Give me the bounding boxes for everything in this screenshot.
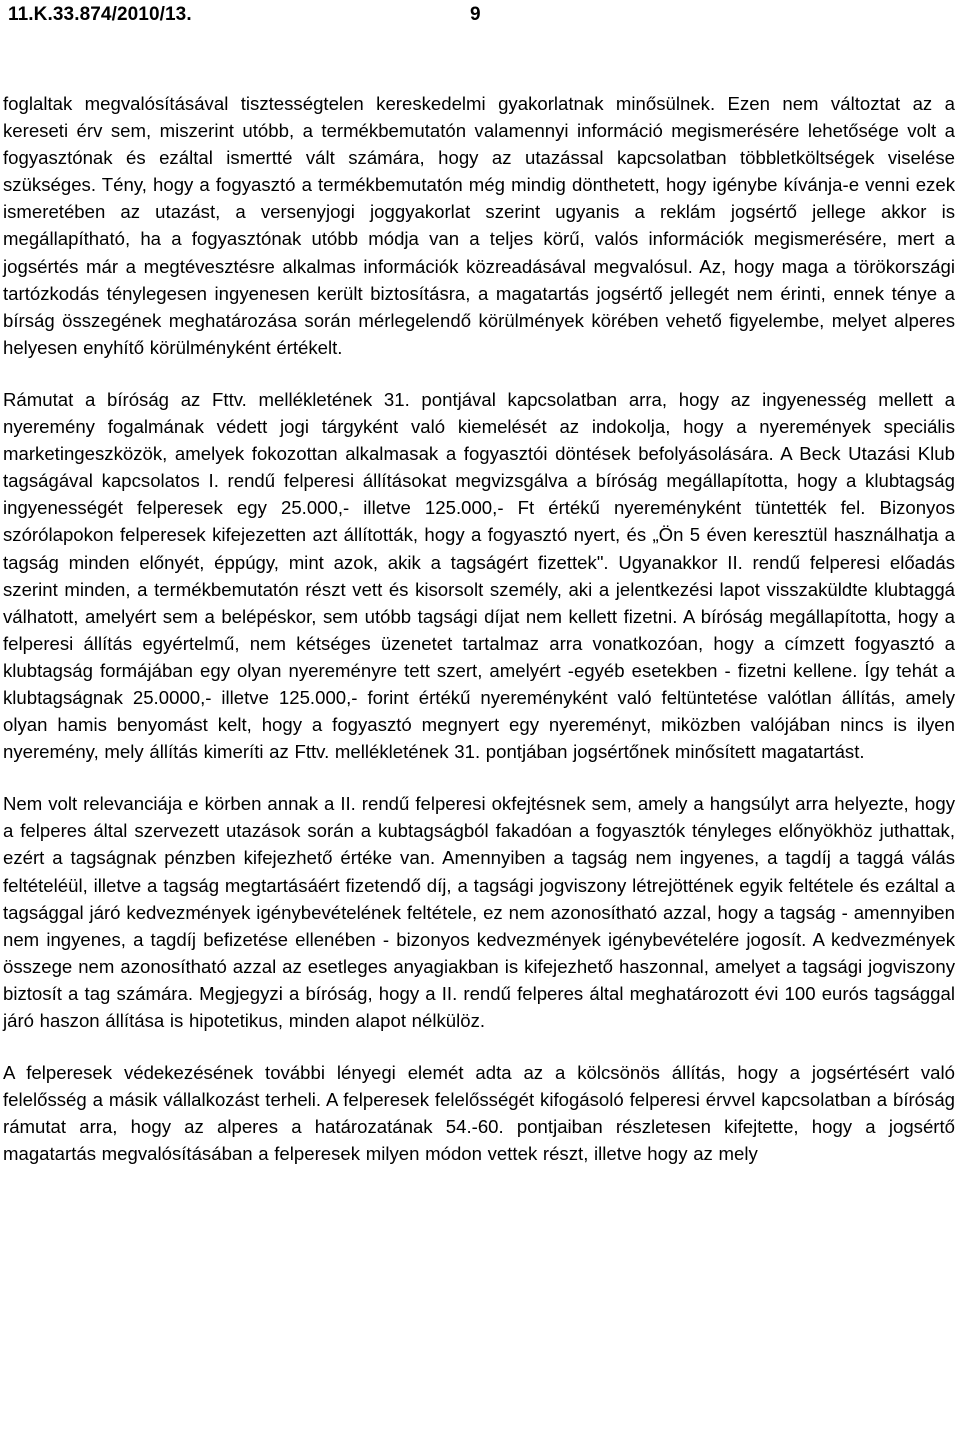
document-number: 11.K.33.874/2010/13. [8, 4, 192, 25]
page-header [8, 4, 952, 34]
body-text [3, 90, 955, 1192]
paragraph-1: foglaltak megvalósításával tisztességtelen kereskedelmi gyakorlatnak minősülnek. Ezen nem változtat az a kereseti érv sem, miszerint utóbb, a termékbemutatón valamennyi információ megismerésére lehetősége volt a fogyasztónak és ezáltal ismertté vált számára, hogy az utazással kapcsolatban többletköltségek viselése szükséges. Tény, hogy a fogyasztó a termékbemutatón még mindig dönthetett, hogy igénybe kívánja-e venni ezek ismeretében az utazást, a versenyjogi joggyakorlat szerint ugyanis a reklám jogsértő jellege akkor is megállapítható, ha a fogyasztónak utóbb módja van a teljes körű, valós információk megismerésére, mert a jogsértés már a megtévesztésre alkalmas információk közreadásával megvalósul. Az, hogy maga a törökországi tartózkodás ténylegesen ingyenesen került biztosításra, a magatartás jogsértő jellegét nem érinti, ennek ténye a bírság összegének meghatározása során mérlegelendő körülmények körében vehető figyelembe, melyet alperes helyesen enyhítő körülményként értékelt. [3, 93, 955, 358]
paragraph-3: Nem volt relevanciája e körben annak a II. rendű felperesi okfejtésnek sem, amely a hangsúlyt arra helyezte, hogy a felperes által szervezett utazások során a kubtagságból fakadóan a fogyasztók tényleges előnyökhöz juthattak, ezért a tagságnak pénzben kifejezhető értéke van. Amennyiben a tagság nem ingyenes, a tagdíj a taggá válás feltételéül, illetve a tagság megtartásáért fizetendő díj, a tagsági jogviszony létrejöttének egyik feltétele és ezáltal a tagsággal járó kedvezmények igénybevételének feltétele, ez nem azonosítható azzal, hogy a tagság - amennyiben nem ingyenes, a tagdíj befizetése ellenében - bizonyos kedvezmények igénybevételére jogosít. A kedvezmények összege nem azonosítható azzal az esetleges anyagiakban is kifejezhető haszonnal, amelyet a tagsági jogviszony biztosít a tag számára. Megjegyzi a bíróság, hogy a II. rendű felperes által meghatározott évi 100 eurós tagsággal járó haszon állítása is hipotetikus, minden alapot nélkülöz. [3, 793, 955, 1031]
paragraph-2: Rámutat a bíróság az Fttv. mellékletének 31. pontjával kapcsolatban arra, hogy az ingyenesség mellett a nyeremény fogalmának védett jogi tárgyként való kiemelését az indokolja, hogy a nyeremények speciális marketingeszközök, amelyek fokozottan alkalmasak a fogyasztói döntések befolyásolására. A Beck Utazási Klub tagságával kapcsolatos I. rendű felperesi állításokat megvizsgálva a bíróság megállapította, hogy a klubtagság ingyenességét felperesek egy 25.000,- illetve 125.000,- Ft értékű nyereményként tüntették fel. Bizonyos szórólapokon felperesek kifejezetten azt állították, hogy a fogyasztó nyert, és „Ön 5 éven keresztül használhatja a tagság minden előnyét, éppúgy, mint azok, akik a tagságért fizettek". Ugyanakkor II. rendű felperesi előadás szerint minden, a termékbemutatón részt vett és kisorsolt személy, aki a jelentkezési lapot visszaküldte klubtaggá válhatott, amelyért sem a belépéskor, sem utóbb tagsági díjat nem kellett fizetni. A bíróság megállapította, hogy a felperesi állítás egyértelmű, nem kétséges üzenetet tartalmaz arra vonatkozóan, hogy a címzett fogyasztó a klubtagság formájában egy olyan nyereményre tett szert, amelyért -egyéb esetekben - fizetni kellene. Így tehát a klubtagságnak 25.0000,- illetve 125.000,- forint értékű nyereményként való feltüntetése valótlan állítás, amely olyan hamis benyomást kelt, hogy a fogyasztó megnyert egy nyereményt, miközben valójában nincs is ilyen nyeremény, mely állítás kimeríti az Fttv. mellékletének 31. pontjában jogsértőnek minősített magatartást. [3, 388, 955, 763]
page-number: 9 [470, 4, 481, 25]
paragraph-4: A felperesek védekezésének további lényegi elemét adta az a kölcsönös állítás, hogy a jogsértésért való felelősség a másik vállalkozást terheli. A felperesek felelősségét kifogásoló felperesi érvvel kapcsolatban a bíróság rámutat arra, hogy az alperes a határozatának 54.-60. pontjaiban részletesen kifejtette, hogy a jogsértő magatartás megvalósításában a felperesek milyen módon vettek részt, illetve hogy az mely [3, 1062, 955, 1165]
